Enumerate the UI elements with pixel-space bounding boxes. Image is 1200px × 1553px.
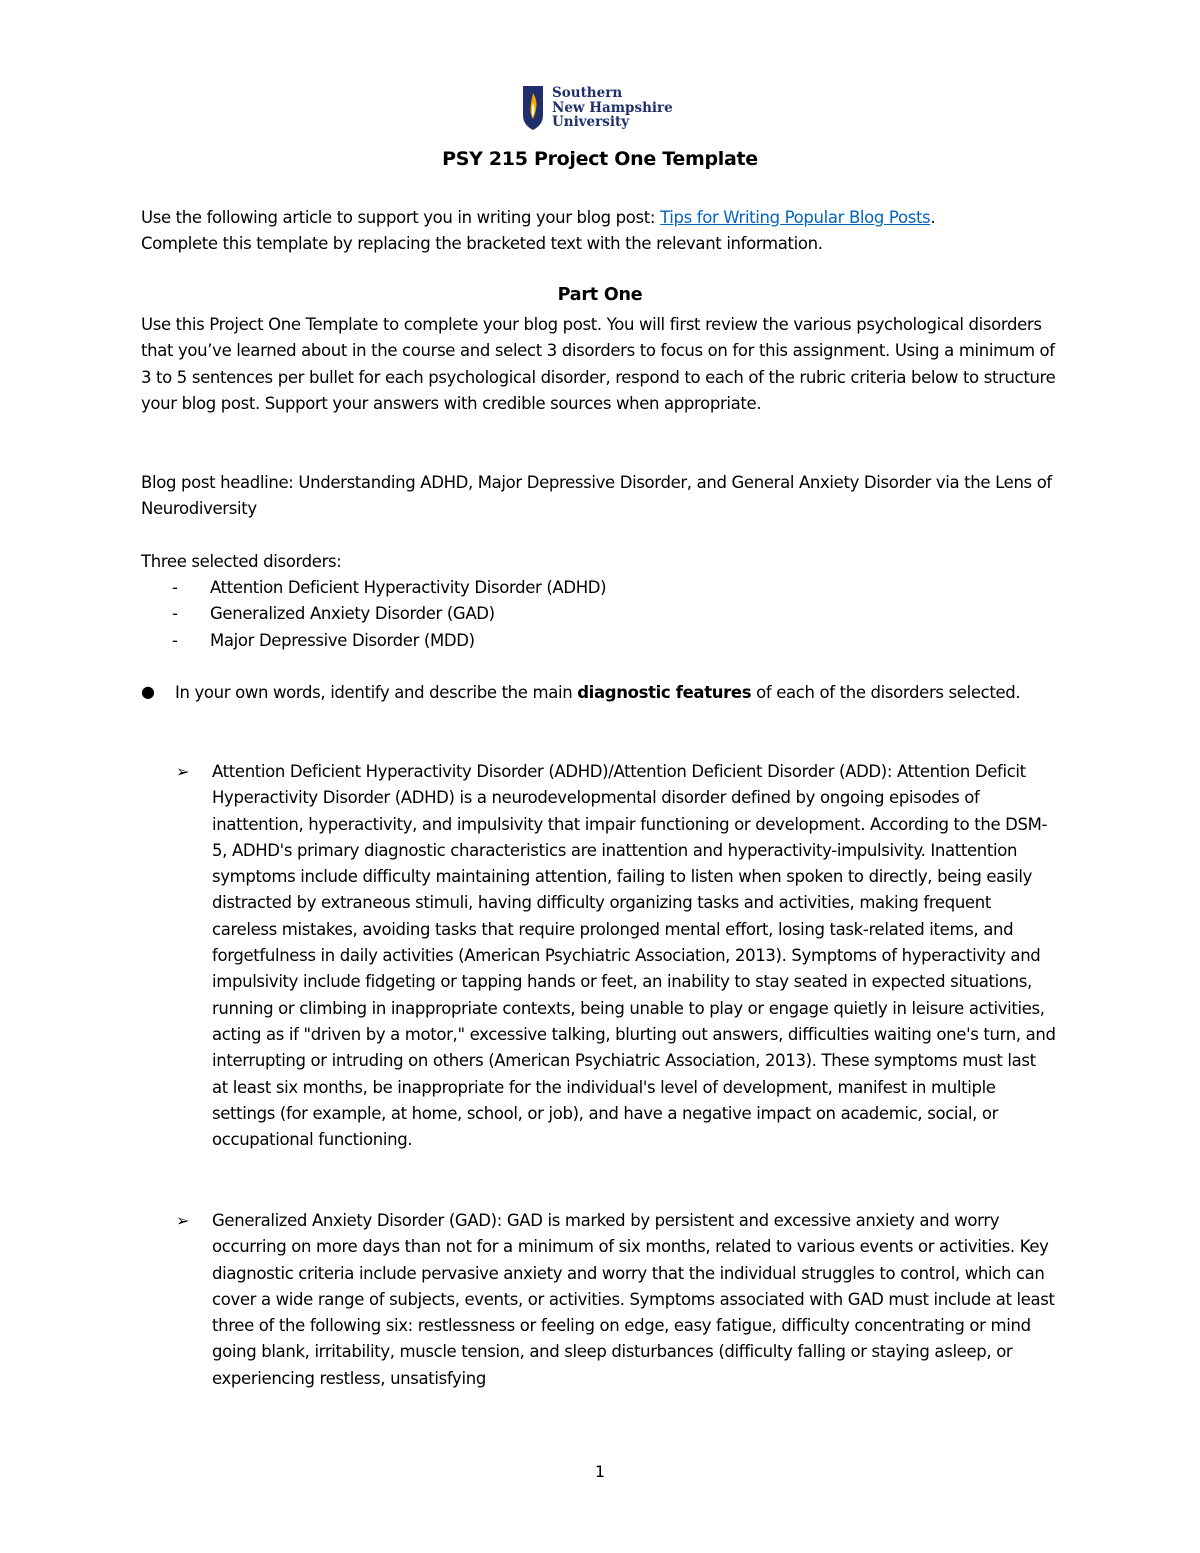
rubric-bullet (141, 680, 1061, 706)
bullet-text: In your own words, identify and describe the main (175, 683, 578, 702)
blog-headline: Blog post headline: Understanding ADHD, Major Depressive Disorder, and General Anxiety Disorder via the Lens of Neurodiversity (141, 473, 1052, 519)
logo-line-3: University (552, 114, 630, 131)
answer-gad (176, 1208, 1056, 1392)
snhu-shield-icon (522, 85, 544, 131)
intro-instruction: Complete this template by replacing the bracketed text with the relevant information. (141, 234, 823, 254)
snhu-logo (522, 84, 673, 132)
snhu-wordmark (552, 86, 673, 130)
list-item: - Major Depressive Disorder (MDD) (172, 630, 475, 650)
logo-line-2: New Hampshire (552, 99, 673, 116)
part-one-heading: Part One (557, 285, 643, 305)
list-item: - Generalized Anxiety Disorder (GAD) (172, 604, 495, 624)
answer-text: Attention Deficient Hyperactivity Disorder (ADHD)/Attention Deficient Disorder (ADD): Attention Deficit Hyperactivity Disorder (ADHD) is a neurodevelopmental disorder defined by ongoing episodes of inattention, hyperactivity, and impulsivity that impair functioning or development. According to the DSM-5, ADHD's primary diagnostic characteristics are inattention and hyperactivity-impulsivity. Inattention symptoms include difficulty maintaining attention, failing to listen when spoken to directly, being easily distracted by extraneous stimuli, having difficulty organizing tasks and activities, making frequent careless mistakes, avoiding tasks that require prolonged mental effort, losing task-related items, and forgetfulness in daily activities (American Psychiatric Association, 2013). Symptoms of hyperactivity and impulsivity include fidgeting or tapping hands or feet, an inability to stay seated in expected situations, running or climbing in inappropriate contexts, being unable to play or engage quietly in leisure activities, acting as if "driven by a motor," excessive talking, blurting out answers, difficulties waiting one's turn, and interrupting or intruding on others (American Psychiatric Association, 2013). These symptoms must last at least six months, be inappropriate for the individual's level of development, manifest in multiple settings (for example, at home, school, or job), and have a negative impact on academic, social, or occupational functioning. (212, 762, 1056, 1150)
disorders-list (172, 575, 606, 654)
intro-text: Use the following article to support you in writing your blog post: (141, 208, 661, 227)
document-title: PSY 215 Project One Template (442, 148, 758, 170)
page-number: 1 (594, 1462, 606, 1481)
arrow-bullet-icon: ➢ (176, 1211, 190, 1230)
bullet-suffix: of each of the disorders selected. (751, 683, 1021, 702)
arrow-bullet-icon: ➢ (176, 762, 190, 781)
list-item: - Attention Deficient Hyperactivity Disorder (ADHD) (172, 578, 607, 597)
part-one-instructions: Use this Project One Template to complete your blog post. You will first review the various psychological disorders that you’ve learned about in the course and select 3 disorders to focus on for this assignment. Using a minimum of 3 to 5 sentences per bullet for each psychological disorder, respond to each of the rubric criteria below to structure your blog post. Support your answers with credible sources when appropriate. (141, 315, 1056, 413)
logo-line-1: Southern (552, 85, 623, 102)
intro-paragraph (141, 205, 1061, 258)
intro-period: . (930, 208, 936, 227)
bullet-icon: ● (141, 682, 155, 701)
bullet-emphasis: diagnostic features (577, 683, 752, 702)
article-link[interactable]: Tips for Writing Popular Blog Posts (660, 208, 931, 227)
answer-text: Generalized Anxiety Disorder (GAD): GAD is marked by persistent and excessive anxiety and worry occurring on more days than not for a minimum of six months, related to various events or activities. Key diagnostic criteria include pervasive anxiety and worry that the individual struggles to control, which can cover a wide range of subjects, events, or activities. Symptoms associated with GAD must include at least three of the following six: restlessness or feeling on edge, easy fatigue, difficulty concentrating or mind going blank, irritability, muscle tension, and sleep disturbances (difficulty falling or staying asleep, or experiencing restless, unsatisfying (212, 1211, 1055, 1388)
answer-adhd (176, 759, 1056, 1153)
disorders-label: Three selected disorders: (141, 552, 342, 571)
